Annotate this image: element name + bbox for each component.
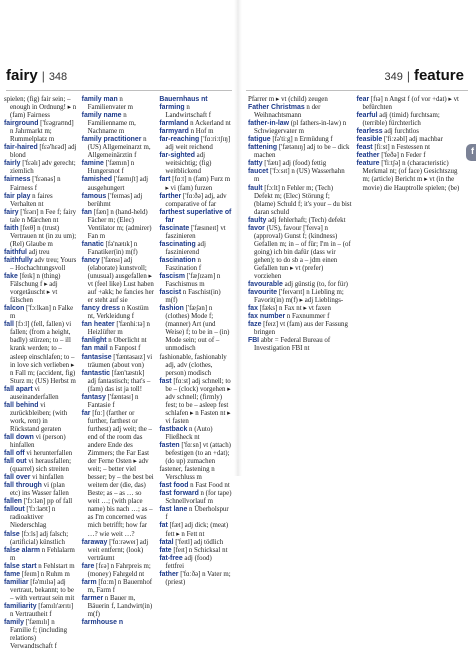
entry-headword: fame xyxy=(4,570,21,578)
dictionary-entry: fall out vi herausfallen; (quarrel) sich streiten xyxy=(4,458,71,474)
entry-headword: fanlight xyxy=(81,337,107,345)
entry-headword: farthest superlative of far xyxy=(159,208,232,224)
entry-headword: fear xyxy=(356,96,370,103)
entry-headword: fasten xyxy=(159,442,180,450)
header-separator: | xyxy=(41,69,45,83)
entry-headword: fairground xyxy=(4,120,39,128)
entry-headword: feature xyxy=(356,160,380,168)
entry-headword: feast xyxy=(356,144,373,152)
dictionary-entry xyxy=(159,209,232,225)
dictionary-entry: favourite ['feɪvərɪt] n Liebling m; Favorit(in) m(f) ▸ adj Lieblings- xyxy=(248,289,344,305)
entry-headword: feasible xyxy=(356,136,383,144)
dictionary-entry: fairly ['fɛəlɪ] adv gerecht; ziemlich xyxy=(4,160,76,176)
entry-headword: faith xyxy=(4,224,19,232)
dictionary-entry: fallen ['fɔːlən] pp of fall xyxy=(4,498,73,506)
right-page-header xyxy=(384,67,464,87)
dictionary-entry: fancy dress n Kostüm nt, Verkleidung f xyxy=(81,305,149,321)
dictionary-entry: famous ['feɪməs] adj berühmt xyxy=(81,192,143,208)
entry-headword: farmer xyxy=(81,594,104,602)
entry-headword: fantastic xyxy=(81,369,111,377)
dictionary-entry: fax [fæks] n Fax nt ▸ vt faxen xyxy=(248,305,331,313)
entry-headword: fault xyxy=(248,184,263,192)
dictionary-entry: fatigue [fə'tiːg] n Ermüdung f xyxy=(248,136,333,144)
dictionary-entry xyxy=(159,96,232,104)
dictionary-entry: far-sighted adj weitsichtig; (fig) weitblickend xyxy=(159,152,212,176)
entry-headword: FBI xyxy=(248,337,260,345)
dictionary-entry: faraway ['fɑːrəweɪ] adj weit entfernt; (look) verträumt xyxy=(81,538,149,562)
entry-headword: fair-haired xyxy=(4,144,38,152)
dictionary-entry: far [fɑː] (farther or further, farthest or furthest) adj weit; the – end of the room das andere Ende des Zimmers; the Far East der Ferne Osten ▸ adv weit; – better viel besser; by – the best bei weitem der (die, das) Beste; as – as … so weit …; (with place name) bis nach …; as – as I'm concerned was mich betrifft; how far …? wie weit …? xyxy=(81,409,154,538)
dictionary-entry: faithfully adv treu; Yours – Hochachtungsvoll xyxy=(4,256,77,272)
entry-headword: far-reaching xyxy=(159,136,200,144)
dictionary-entry: father ['fɑːðə] n Vater m; (priest) xyxy=(159,570,231,586)
entry-headword: family name xyxy=(81,112,122,120)
dictionary-entry: feature ['fiːtʃə] n (characteristic) Merkmal nt; (of face) Gesichtszug m; (article) Bericht m ▸ vt (in the movie) die Hauptrolle spielen; (be) xyxy=(356,160,460,192)
entry-headword: fall apart xyxy=(4,385,33,393)
dictionary-entry: fair play n faires Verhalten nt xyxy=(4,192,53,208)
right-columns xyxy=(248,96,460,476)
entry-headword: fan mail xyxy=(81,345,108,353)
entry-headword: fantasy xyxy=(81,393,106,401)
dictionary-entry: family man n Familienvater m xyxy=(81,96,134,112)
dictionary-entry: fart [fɑːt] n (fam) Furz m ▸ vi (fam) furzen xyxy=(159,176,231,192)
entry-headword: farmhouse n xyxy=(81,619,124,627)
dictionary-entry: fanatic [fə'nætɪk] n Fanatiker(in) m(f) xyxy=(81,240,138,256)
dictionary-entry: fashionable, fashionably adj, adv (clothes, person) modisch xyxy=(159,353,227,377)
entry-headword: fare xyxy=(81,562,95,570)
entry-headword: farther xyxy=(159,192,182,200)
left-header-rule xyxy=(6,90,232,91)
dictionary-entry: fascist n Faschist(in) m(f) xyxy=(159,289,221,305)
dictionary-entry: fearful adj (timid) furchtsam; (terrible) fürchterlich xyxy=(356,112,440,128)
entry-headword: favor xyxy=(248,224,265,232)
entry-headword: familiarity xyxy=(4,602,37,610)
entry-headword: fatal xyxy=(159,538,174,546)
entry-headword: faithfully xyxy=(4,256,33,264)
right-page xyxy=(238,0,476,476)
entry-headword: far-sighted xyxy=(159,152,195,160)
dictionary-entry: fasten ['fɑːsn] vt (attach) befestigen (to an +dat); (do up) zumachen xyxy=(159,442,231,466)
entry-headword: faucet xyxy=(248,168,269,176)
dictionary-entry: family practitioner n (US) Allgemeinarzt m, Allgemeinärztin f xyxy=(81,136,151,160)
dictionary-entry: far-reaching ['fɑːriːtʃɪŋ] adj weit reichend xyxy=(159,136,231,152)
dictionary-entry: fame [feɪm] n Ruhm m xyxy=(4,570,70,578)
entry-headword: fancy dress xyxy=(81,305,120,313)
dictionary-entry: fairness ['fɛənəs] n Fairness f xyxy=(4,176,61,192)
entry-headword: fascinate xyxy=(159,224,190,232)
dictionary-entry: fat-free adj (food) fettfrei xyxy=(159,554,212,570)
dictionary-entry: fall apart vi auseinanderfallen xyxy=(4,385,59,401)
dictionary-entry: fan mail n Fanpost f xyxy=(81,345,141,353)
entry-headword: fall through xyxy=(4,482,42,490)
dictionary-entry: fascism ['fæʃɪzəm] n Faschismus m xyxy=(159,273,221,289)
dictionary-entry: fatty ['fætɪ] adj (food) fettig xyxy=(248,160,327,168)
dictionary-entry: farmer n Bauer m, Bäuerin f, Landwirt(in) m(f) xyxy=(81,594,153,618)
entry-headword: fat-free xyxy=(159,554,183,562)
dictionary-entry: faucet ['fɔːsɪt] n (US) Wasserhahn m xyxy=(248,168,345,184)
left-column-2 xyxy=(81,96,155,627)
dictionary-entry: false alarm n Fehlalarm m xyxy=(4,546,75,562)
entry-headword: fascist xyxy=(159,289,182,297)
entry-headword: fatigue xyxy=(248,136,271,144)
dictionary-entry: false [fɔːls] adj falsch; (artificial) künstlich xyxy=(4,530,69,546)
dictionary-entry: fat [fæt] adj dick; (meat) fett ▸ n Fett nt xyxy=(159,522,229,538)
dictionary-entry: fan heater ['fænhiːtə] n Heizlüfter m xyxy=(81,321,150,337)
dictionary-entry: father-in-law (pl fathers-in-law) n Schwiegervater m xyxy=(248,120,347,136)
dictionary-entry: fall [fɔːl] (fell, fallen) vi fallen; (from a height, badly) stürzen; to – ill krank werden; to – asleep einschlafen; to – in love sich verlieben ▸ n Fall m; (accident, fig) Sturz m; (US) Herbst m xyxy=(4,321,76,385)
dictionary-entry: farther ['fɑːðə] adj, adv comparative of far xyxy=(159,192,227,208)
entry-headword: fax number xyxy=(248,313,286,321)
entry-headword: fall out xyxy=(4,458,27,466)
entry-headword: fairness xyxy=(4,176,31,184)
entry-headword: fan heater xyxy=(81,321,115,329)
entry-headword: fair play xyxy=(4,192,31,200)
dictionary-entry: fastback n (Auto) Fließheck nt xyxy=(159,425,213,441)
entry-headword: false xyxy=(4,530,20,538)
entry-headword: farmland xyxy=(159,120,189,128)
dictionary-entry: fascinating adj faszinierend xyxy=(159,240,206,256)
entry-headword: fast lane xyxy=(159,506,188,514)
entry-headword: falcon xyxy=(4,305,25,313)
dictionary-entry: fax number n Faxnummer f xyxy=(248,313,330,321)
entry-headword: famine xyxy=(81,160,104,168)
dictionary-entry: fault [fɔːlt] n Fehler m; (Tech) Defekt m; (Elec) Störung f; (blame) Schuld f; it's your – du bist daran schuld xyxy=(248,184,352,216)
entry-headword: fake xyxy=(4,273,18,281)
entry-headword: fast food xyxy=(159,482,189,490)
entry-headword: fanatic xyxy=(81,240,104,248)
dictionary-entry: fall behind vi zurückbleiben; (with work, rent) in Rückstand geraten xyxy=(4,401,68,433)
dictionary-entry: farmland n Ackerland nt xyxy=(159,120,231,128)
dictionary-entry: fare [fɛə] n Fahrpreis m; (money) Fahrgeld nt xyxy=(81,562,151,578)
dictionary-entry: fatal ['feɪtl] adj tödlich xyxy=(159,538,224,546)
dictionary-entry: fattening ['fætənɪŋ] adj to be – dick machen xyxy=(248,144,350,160)
dictionary-entry: fall through vi (plan etc) ins Wasser fallen xyxy=(4,482,69,498)
dictionary-entry: false start n Fehlstart m xyxy=(4,562,75,570)
dictionary-entry: feasible ['fiːzəbl] adj machbar xyxy=(356,136,443,144)
dictionary-entry: faulty adj fehlerhaft; (Tech) defekt xyxy=(248,216,346,224)
entry-headword: Father Christmas xyxy=(248,104,305,112)
dictionary-entry: fairground ['fɛəgraʊnd] n Jahrmarkt m; Rummelplatz m xyxy=(4,120,74,144)
dictionary-entry: favourable adj günstig (to, for für) xyxy=(248,281,348,289)
dictionary-entry: faithful adj treu xyxy=(4,248,50,256)
dictionary-entry: fall down vi (person) hinfallen xyxy=(4,433,66,450)
entry-headword: faithful xyxy=(4,248,27,256)
entry-headword: fat xyxy=(159,522,168,530)
entry-headword: fearless xyxy=(356,128,383,136)
entry-headword: fancy xyxy=(81,256,100,264)
dictionary-entry: fascinate ['fæsɪneɪt] vt faszinieren xyxy=(159,224,226,240)
entry-headword: feather xyxy=(356,152,380,160)
entry-headword: fall off xyxy=(4,450,25,458)
right-column-1 xyxy=(248,96,352,476)
dictionary-entry: fancy ['fænsɪ] adj (elaborate) kunstvoll; (unusual) ausgefallen ▸ vt (feel like) Lust haben auf +akk; he fancies her er steht auf sie xyxy=(81,256,154,305)
entry-headword: fearful xyxy=(356,112,378,120)
entry-headword: fast forward xyxy=(159,490,199,498)
right-headword: feature xyxy=(413,67,464,84)
dictionary-entry: fast [fɑːst] adj schnell; to be – (clock) vorgehen ▸ adv schnell; (firmly) fest; to be – asleep fest schlafen ▸ n Fasten nt ▸ vi fasten xyxy=(159,377,231,425)
dictionary-entry: farm [fɑːm] n Bauernhof m, Farm f xyxy=(81,578,153,594)
dictionary-entry: spielen; (fig) fair sein; – enough in Ordnung! ▸ n (fam) Fairness xyxy=(4,96,77,120)
entry-headword: far xyxy=(81,409,91,417)
entry-headword: fantasise xyxy=(81,353,112,361)
dictionary-entry: fascination n Faszination f xyxy=(159,256,202,272)
dictionary-entry: FBI abbr = Federal Bureau of Investigation FBI nt xyxy=(248,337,331,353)
dictionary-entry: fanlight n Oberlicht nt xyxy=(81,337,147,345)
entry-headword: farming xyxy=(159,104,185,112)
left-page-number: 348 xyxy=(48,71,68,83)
left-page-header xyxy=(6,67,67,87)
right-header-rule xyxy=(246,90,468,91)
dictionary-entry: fall off vi herunterfallen xyxy=(4,450,73,458)
dictionary-entry: fear [fɪə] n Angst f (of vor +dat) ▸ vt befürchten xyxy=(356,96,459,112)
dictionary-entry: fantasy ['fæntəsɪ] n Fantasie f xyxy=(81,393,139,409)
entry-headword: favourable xyxy=(248,281,283,289)
dictionary-entry: faith [feɪθ] n (trust) Vertrauen nt (in zu um); (Rel) Glaube m xyxy=(4,224,77,248)
dictionary-entry: fall over vi hinfallen xyxy=(4,474,64,482)
entry-headword: fallout xyxy=(4,506,25,514)
dictionary-entry: farmyard n Hof m xyxy=(159,128,214,136)
entry-headword: farm xyxy=(81,578,97,586)
right-page-number: 349 xyxy=(384,71,403,83)
entry-headword: Bauernhaus nt xyxy=(159,96,208,103)
dictionary-entry: farming n Landwirtschaft f xyxy=(159,104,212,120)
dictionary-entry: family name n Familienname m, Nachname m xyxy=(81,112,136,136)
thumb-index-letter: f xyxy=(471,146,474,156)
dictionary-entry: fast forward n (for tape) Schnellvorlauf m xyxy=(159,490,232,506)
entry-headword: father-in-law xyxy=(248,120,289,128)
entry-headword: fall over xyxy=(4,474,31,482)
entry-headword: fascism xyxy=(159,273,186,281)
dictionary-entry: family ['fæmɪlɪ] n Familie f; (including relations) Verwandtschaft f xyxy=(4,619,68,651)
entry-headword: family practitioner xyxy=(81,136,142,144)
dictionary-entry: Father Christmas n der Weihnachtsmann xyxy=(248,104,321,120)
dictionary-entry xyxy=(82,619,155,627)
entry-headword: false alarm xyxy=(4,546,41,554)
entry-headword: fascination xyxy=(159,256,196,264)
dictionary-entry: famished ['fæmɪʃt] adj ausgehungert xyxy=(81,176,149,192)
dictionary-entry: faze [feɪz] vt (fam) aus der Fassung bringen xyxy=(248,321,348,337)
entry-headword: fan xyxy=(81,208,93,216)
entry-headword: favourite xyxy=(248,289,278,297)
entry-headword: farmyard xyxy=(159,128,189,136)
dictionary-entry: fallout ['fɔːlaʊt] n radioaktiver Niederschlag xyxy=(4,506,56,530)
entry-headword: fastback xyxy=(159,425,188,433)
entry-headword: famished xyxy=(81,176,112,184)
entry-headword: fairly xyxy=(4,160,21,168)
dictionary-entry: fast lane n Überholspur f xyxy=(159,506,229,522)
dictionary-entry: famine ['fæmɪn] n Hungersnot f xyxy=(81,160,135,176)
entry-headword: famous xyxy=(81,192,107,200)
entry-headword: father xyxy=(159,570,179,578)
left-column-1 xyxy=(4,96,77,651)
dictionary-entry: feather ['feðə] n Feder f xyxy=(356,152,426,160)
entry-headword: false start xyxy=(4,562,37,570)
entry-headword: fascinating xyxy=(159,240,196,248)
entry-headword: fatty xyxy=(248,160,263,168)
dictionary-entry: fake [feɪk] n (thing) Fälschung f ▸ adj vorgetäuscht ▸ vt fälschen xyxy=(4,273,61,305)
dictionary-entry: fast food n Fast Food nt xyxy=(159,482,230,490)
entry-headword: fast xyxy=(159,377,172,385)
entry-headword: faze xyxy=(248,321,262,329)
entry-headword: faulty xyxy=(248,216,267,224)
dictionary-entry: fair-haired [fɛə'hɛəd] adj blond xyxy=(4,144,77,160)
dictionary-entry: fashion ['fæʃən] n (clothes) Mode f; (manner) Art (und Weise) f; to be in – (in) Mode sein; out of – unmodisch xyxy=(159,305,230,353)
entry-headword: fairy xyxy=(4,208,19,216)
dictionary-entry: fastener, fastening n Verschluss m xyxy=(159,466,215,482)
entry-headword: fart xyxy=(159,176,171,184)
dictionary-entry: feast [fiːst] n Festessen nt xyxy=(356,144,431,152)
entry-headword: fate xyxy=(159,546,172,554)
entry-headword: fallen xyxy=(4,498,22,506)
dictionary-entry: falcon ['fɔːlkən] n Falke m xyxy=(4,305,74,321)
right-column-2 xyxy=(357,96,461,476)
left-columns xyxy=(4,96,232,651)
entry-headword: familiar xyxy=(4,578,29,586)
header-separator: | xyxy=(406,69,410,83)
dictionary-entry: familiar [fə'mɪlɪə] adj vertraut, bekannt; to be – with vertraut sein mit xyxy=(4,578,75,602)
dictionary-entry: fantastic [fæn'tæstɪk] adj fantastisch; that's – (fam) das ist ja toll! xyxy=(81,369,151,393)
entry-headword: fall xyxy=(4,321,14,329)
entry-headword: fall down xyxy=(4,433,34,441)
entry-headword: family man xyxy=(81,96,118,103)
dictionary-entry: favor (US), favour ['feɪvə] n (approval) Gunst f; (kindness) Gefallen m; in – of für; I'm in – (of going) ich bin dafür (dass wir gehen); to do sb a – jdm einen Gefallen tun ▸ vt (prefer) vorziehen xyxy=(248,224,351,281)
dictionary-entry: Pfarrer m ▸ vt (child) zeugen xyxy=(248,96,328,103)
dictionary-entry: fairy ['fɛərɪ] n Fee f; fairy tale n Märchen nt xyxy=(4,208,77,224)
dictionary-entry: fan [fæn] n (hand-held) Fächer m; (Elec) Ventilator m; (admirer) Fan m xyxy=(81,208,152,240)
entry-headword: fashion xyxy=(159,305,184,313)
dictionary-entry: fearless adj furchtlos xyxy=(356,128,419,136)
entry-headword: fattening xyxy=(248,144,278,152)
entry-headword: fall behind xyxy=(4,401,39,409)
entry-headword: faraway xyxy=(81,538,108,546)
left-headword: fairy xyxy=(6,67,38,84)
entry-headword: family xyxy=(4,619,24,627)
entry-headword: fax xyxy=(248,305,258,313)
left-column-3 xyxy=(159,96,232,586)
dictionary-entry: fantasise ['fæntəsaɪz] vi träumen (about von) xyxy=(81,353,153,369)
dictionary-entry: familiarity [fəmɪlɪ'ærɪtɪ] n Vertrautheit f xyxy=(4,602,74,618)
dictionary-entry: fate [feɪt] n Schicksal nt xyxy=(159,546,228,554)
